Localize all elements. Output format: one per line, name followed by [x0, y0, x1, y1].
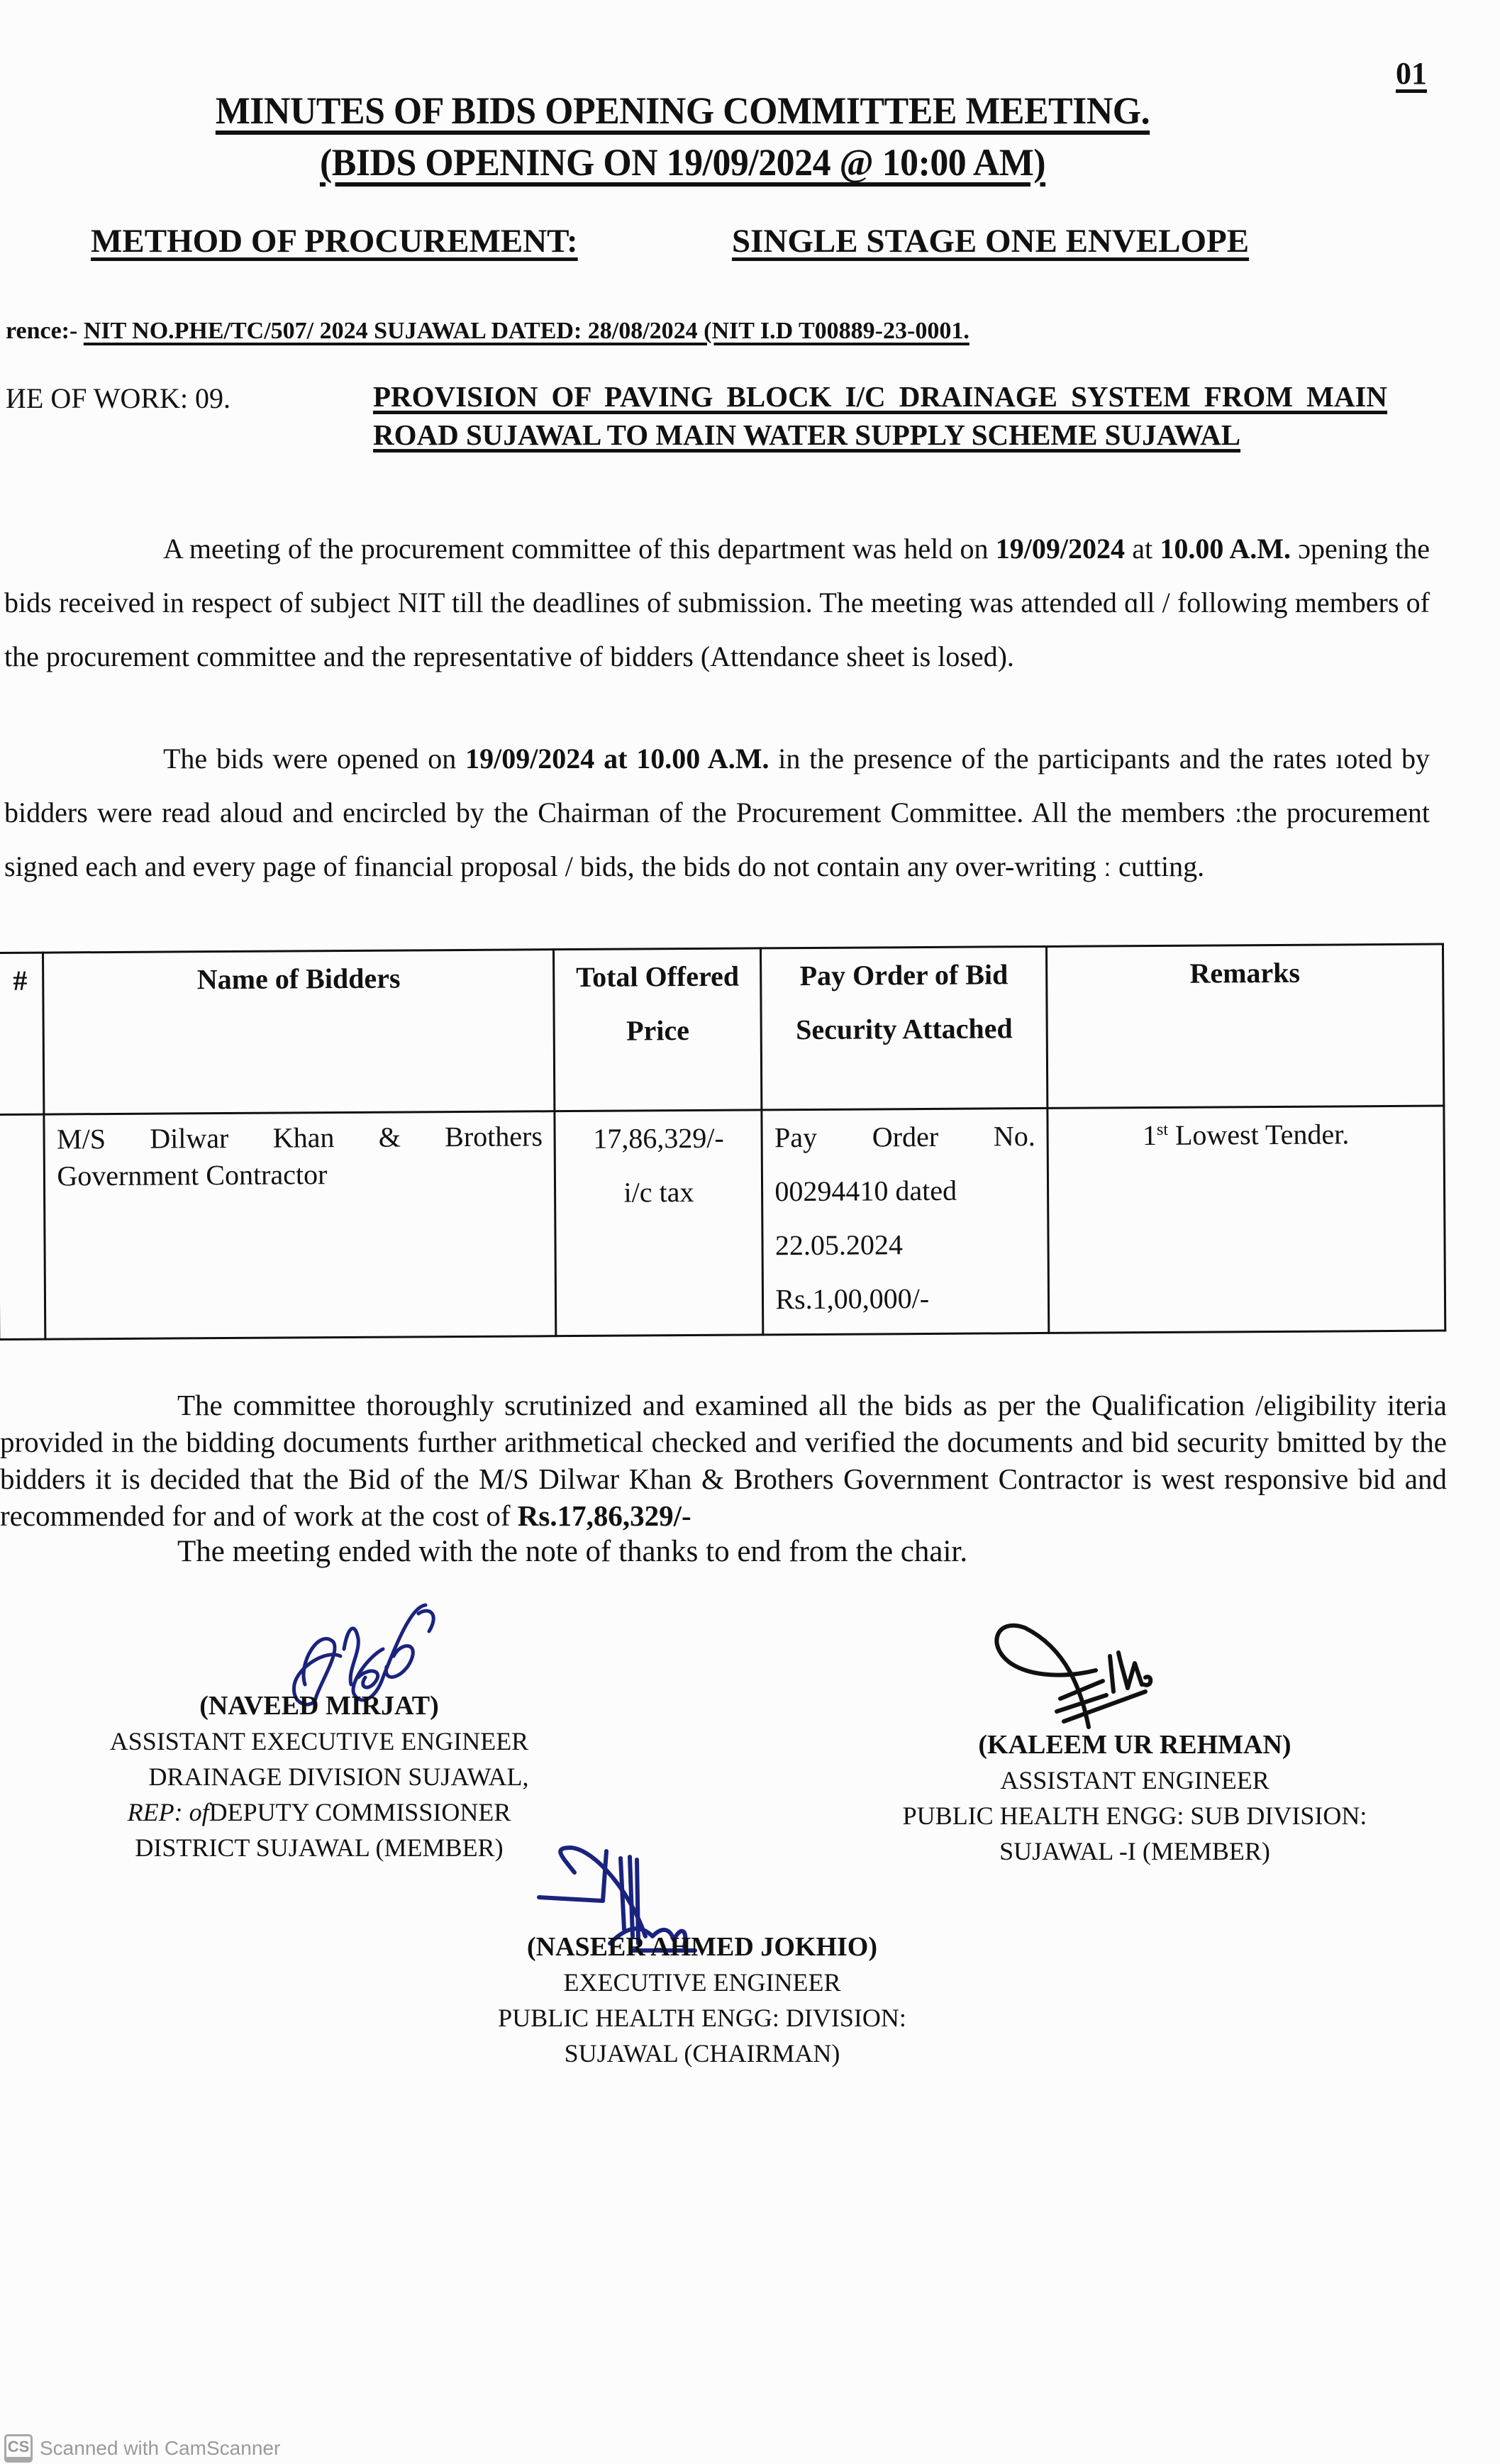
paragraph-opening: [4, 732, 1430, 894]
reference-label: rence:-: [6, 318, 78, 344]
page-number: 01: [1396, 56, 1427, 91]
camscanner-logo-icon: CS: [4, 2434, 33, 2463]
p3-text: The committee thoroughly scrutinized and examined all the bids as per the Qualification /eligibility iteria provided in the bidding documents further arithmetical checked and verified the documents and bid security bmitted by the bidders it is decided that the Bid of the M/S Dilwar Khan & Brothers Government Contractor is west responsive bid and recommended for and of work at the cost of: [0, 1389, 1447, 1532]
signatory-right-division: PUBLIC HEALTH ENGG: SUB DIVISION:: [902, 1802, 1367, 1830]
p2-text-a: The bids were opened on: [163, 743, 466, 775]
cell-number: [0, 1114, 45, 1339]
signatory-chairman-role: SUJAWAL (CHAIRMAN): [564, 2039, 840, 2068]
signatory-chairman-title: EXECUTIVE ENGINEER: [563, 1968, 841, 1997]
signatory-chairman: [440, 1929, 965, 2071]
document-title: MINUTES OF BIDS OPENING COMMITTEE MEETING.: [215, 89, 1150, 132]
col-header-bidder: Name of Bidders: [43, 950, 555, 1114]
cell-pay-order: [762, 1108, 1049, 1334]
pay-order-number: Pay Order No. 00294410 dated: [774, 1120, 1035, 1208]
reference-value: NIT NO.PHE/TC/507/ 2024 SUJAWAL DATED: 28/08/2024 (NIT I.D T00889-23-0001.: [83, 318, 970, 344]
cell-bidder-name: M/S Dilwar Khan & Brothers Government Contractor: [44, 1111, 556, 1339]
signatory-right-title: ASSISTANT ENGINEER: [1000, 1766, 1270, 1794]
col-header-price: Total Offered Price: [554, 948, 762, 1111]
work-title: PROVISION OF PAVING BLOCK I/C DRAINAGE SYSTEM FROM MAIN ROAD SUJAWAL TO MAIN WATER SUPPLY SCHEME SUJAWAL: [373, 380, 1387, 451]
signatory-right-name: (KALEEM UR REHMAN): [978, 1730, 1291, 1760]
signatory-left-name: (NAVEED MIRJAT): [199, 1691, 439, 1721]
method-value: SINGLE STAGE ONE ENVELOPE: [732, 223, 1250, 260]
signatory-left-rep: [85, 1794, 553, 1830]
signature-kaleem-ur-rehman: [982, 1606, 1195, 1734]
camscanner-watermark: [4, 2434, 280, 2463]
p1-text-b: at: [1124, 533, 1160, 565]
col-header-number: #: [0, 953, 44, 1114]
signatory-left-division: DRAINAGE DIVISION SUJAWAL,: [148, 1763, 529, 1791]
reference-line: [6, 318, 970, 345]
signatory-chairman-division: PUBLIC HEALTH ENGG: DIVISION:: [498, 2004, 906, 2032]
signatory-right: [858, 1727, 1411, 1869]
closing-line: The meeting ended with the note of thanks to end from the chair.: [177, 1535, 968, 1568]
col-header-pay-order: Pay Order of Bid Security Attached: [761, 946, 1048, 1109]
camscanner-text: Scanned with CamScanner: [40, 2437, 281, 2459]
p1-text-c: ɔpening the bids received in respect of subject NIT till the deadlines of submission. The meeting was attended ɑll / following members of the procurement committee and the representative of bidders (Attendance sheet is losed).: [4, 533, 1430, 672]
table-header-row: [0, 944, 1444, 1114]
p2-datetime: 19/09/2024 at 10.00 A.M.: [465, 743, 770, 775]
p2-text-b: in the presence of the participants and the rates ıoted by bidders were read aloud and encircled by the Chairman of the Procurement Committee. All the members ːthe procurement signed each and every page of financial proposal / bids, the bids do not contain any over-writing ː cutting.: [4, 743, 1430, 882]
cell-remarks: [1048, 1106, 1445, 1333]
signatory-left: [85, 1688, 553, 1865]
rep-of-label: REP: of: [127, 1798, 209, 1826]
p1-date: 19/09/2024: [995, 533, 1125, 565]
signatory-chairman-name: (NASEER AHMED JOKHIO): [526, 1932, 878, 1962]
method-label: METHOD OF PROCUREMENT:: [91, 223, 578, 260]
cell-price: [555, 1110, 763, 1336]
paragraph-meeting: [4, 522, 1430, 684]
price-value: 17,86,329/-: [593, 1121, 724, 1155]
p1-text-a: A meeting of the procurement committee of this department was held on: [163, 533, 996, 565]
pay-order-amount: Rs.1,00,000/-: [775, 1282, 930, 1316]
signatory-left-title: ASSISTANT EXECUTIVE ENGINEER: [109, 1727, 529, 1755]
document-subtitle: (BIDS OPENING ON 19/09/2024 @ 10:00 AM): [319, 141, 1046, 184]
rep-of-value: DEPUTY COMMISSIONER: [209, 1798, 511, 1826]
paragraph-decision: [0, 1387, 1447, 1534]
pay-order-date: 22.05.2024: [774, 1228, 904, 1262]
price-note: i/c tax: [623, 1175, 694, 1209]
p3-amount: Rs.17,86,329/-: [517, 1499, 691, 1532]
table-row: [0, 1106, 1445, 1339]
p1-time: 10.00 A.M.: [1160, 533, 1291, 565]
signatory-right-role: SUJAWAL -I (MEMBER): [999, 1837, 1270, 1865]
bids-table: [0, 943, 1446, 1341]
signatory-left-role: DISTRICT SUJAWAL (MEMBER): [135, 1833, 504, 1862]
remarks-text: Lowest Tender.: [1167, 1118, 1350, 1151]
remarks-ordinal: st: [1156, 1120, 1169, 1140]
remarks-rank: 1: [1142, 1119, 1157, 1152]
work-label: ИE OF WORK: 09.: [6, 382, 231, 414]
col-header-remarks: Remarks: [1047, 944, 1444, 1108]
